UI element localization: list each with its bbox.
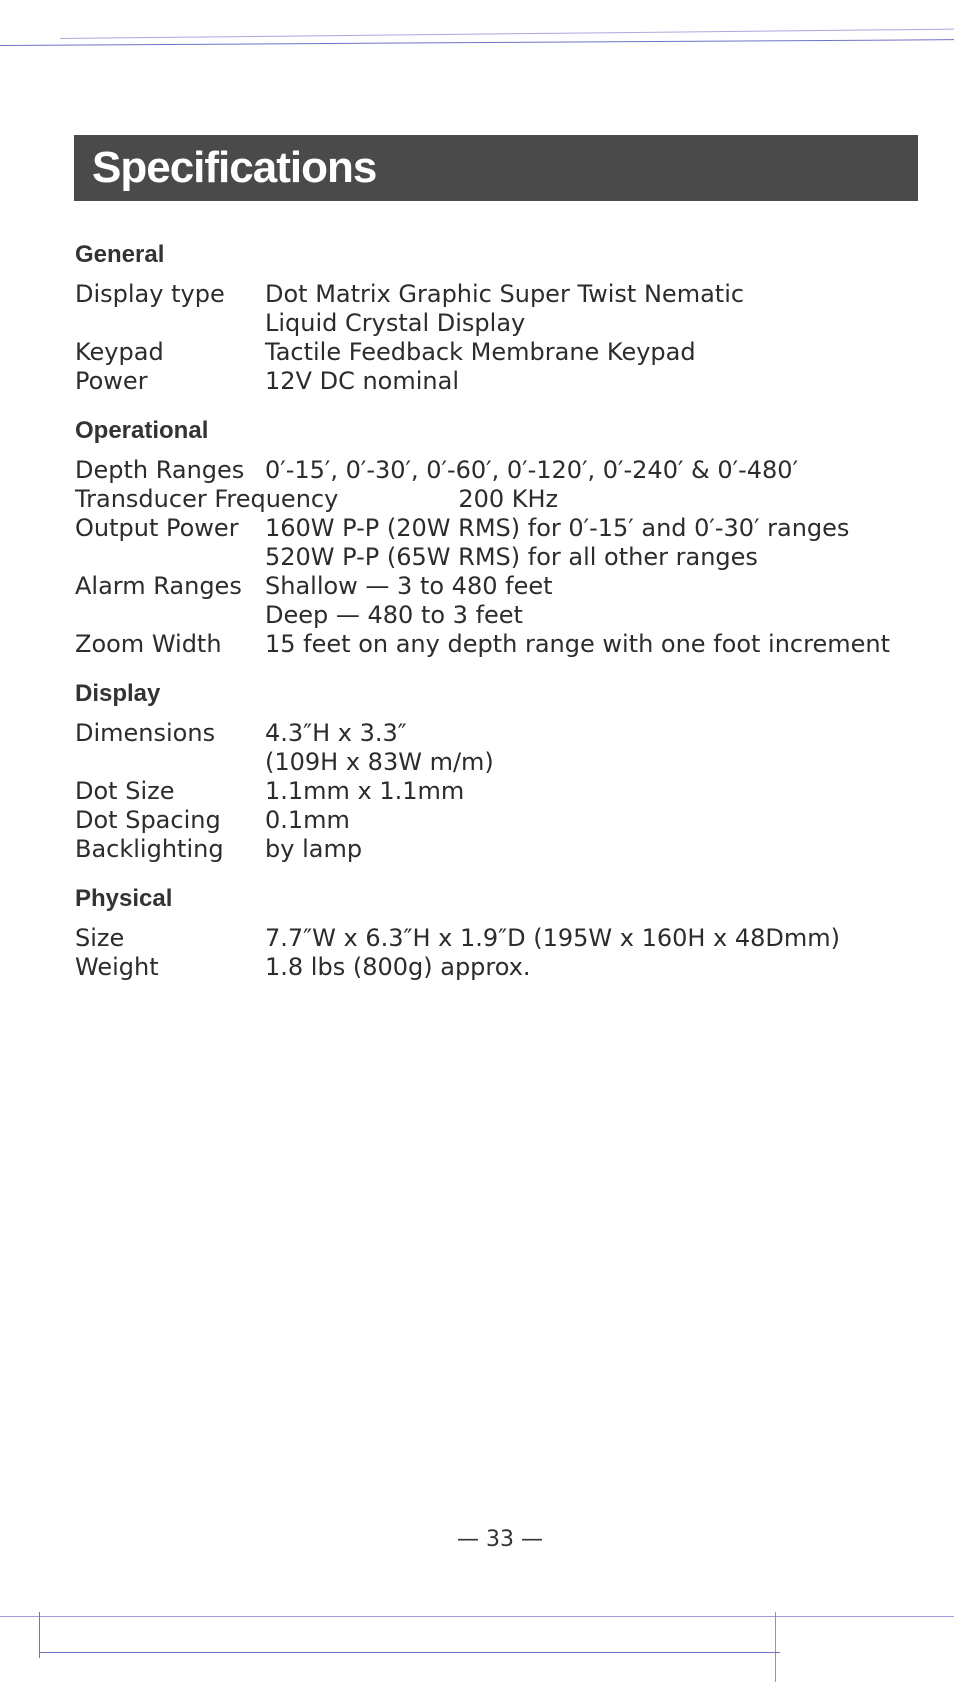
top-edge-rule	[0, 39, 954, 46]
spec-row-weight	[75, 953, 935, 982]
spec-value-line: Dot Matrix Graphic Super Twist Nematic	[265, 280, 745, 308]
section-heading: General	[75, 241, 165, 268]
spec-label: Weight	[75, 953, 159, 981]
spec-value-line: 0.1mm	[265, 806, 350, 834]
spec-value	[265, 806, 935, 835]
spec-value-line: 160W P-P (20W RMS) for 0′-15′ and 0′-30′ ranges	[265, 514, 850, 542]
spec-label: Dot Size	[75, 777, 175, 805]
spec-value-line: 7.7″W x 6.3″H x 1.9″D (195W x 160H x 48Dmm)	[265, 924, 841, 952]
title-bar	[74, 135, 918, 201]
spec-value	[265, 456, 935, 485]
spec-label: Keypad	[75, 338, 164, 366]
spec-value-line: Liquid Crystal Display	[265, 309, 526, 337]
spec-value-line: 15 feet on any depth range with one foot increment	[265, 630, 890, 658]
spec-row-transducer-frequency	[75, 485, 935, 514]
spec-value-line: Shallow — 3 to 480 feet	[265, 572, 553, 600]
page-number: — 33 —	[457, 1527, 543, 1552]
spec-value-line: 0′-15′, 0′-30′, 0′-60′, 0′-120′, 0′-240′ & 0′-480′	[265, 456, 799, 484]
spec-row-zoom-width	[75, 630, 935, 659]
spec-label: Output Power	[75, 514, 239, 542]
spec-row-keypad	[75, 338, 935, 367]
spec-row-power	[75, 367, 935, 396]
spec-label: Display type	[75, 280, 225, 308]
bottom-left-tick	[39, 1612, 40, 1658]
spec-value	[265, 953, 935, 982]
section-operational	[75, 416, 935, 659]
spec-value	[265, 280, 935, 338]
spec-label: Power	[75, 367, 148, 395]
spec-value-line: 1.1mm x 1.1mm	[265, 777, 465, 805]
section-heading: Operational	[75, 417, 209, 444]
spec-value-line: 520W P-P (65W RMS) for all other ranges	[265, 543, 758, 571]
spec-value	[265, 367, 935, 396]
spec-value	[265, 924, 935, 953]
spec-value-line: 4.3″H x 3.3″	[265, 719, 407, 747]
spec-value	[265, 338, 935, 367]
section-heading: Physical	[75, 885, 173, 912]
spec-value-line: 200 KHz	[458, 485, 559, 513]
spec-label: Zoom Width	[75, 630, 222, 658]
spec-row-depth-ranges	[75, 456, 935, 485]
spec-label: Alarm Ranges	[75, 572, 242, 600]
section-general	[75, 240, 935, 396]
spec-value	[265, 719, 935, 777]
spec-row-dot-spacing	[75, 806, 935, 835]
spec-value-line: 12V DC nominal	[265, 367, 459, 395]
spec-row-backlighting	[75, 835, 935, 864]
spec-label: Backlighting	[75, 835, 224, 863]
spec-value	[458, 485, 935, 514]
spec-label: Size	[75, 924, 125, 952]
spec-row-alarm-ranges	[75, 572, 935, 630]
spec-label: Dimensions	[75, 719, 216, 747]
spec-value-line: 1.8 lbs (800g) approx.	[265, 953, 531, 981]
spec-value	[265, 514, 935, 572]
spec-value-line: (109H x 83W m/m)	[265, 748, 494, 776]
spec-label: Transducer Frequency	[75, 485, 339, 513]
bottom-right-tick	[775, 1612, 776, 1682]
spec-value-line: Deep — 480 to 3 feet	[265, 601, 523, 629]
spec-row-dot-size	[75, 777, 935, 806]
spec-content	[75, 240, 935, 1002]
spec-label: Depth Ranges	[75, 456, 245, 484]
spec-row-display-type	[75, 280, 935, 338]
spec-value	[265, 572, 935, 630]
spec-value	[265, 835, 935, 864]
spec-value	[265, 777, 935, 806]
bottom-edge-rule-secondary	[40, 1652, 780, 1653]
section-heading: Display	[75, 680, 161, 707]
spec-value	[265, 630, 935, 659]
spec-value-line: Tactile Feedback Membrane Keypad	[265, 338, 696, 366]
spec-row-output-power	[75, 514, 935, 572]
spec-row-size	[75, 924, 935, 953]
section-physical	[75, 884, 935, 982]
bottom-edge-rule	[0, 1616, 954, 1617]
page-title: Specifications	[92, 143, 377, 192]
spec-label: Dot Spacing	[75, 806, 221, 834]
spec-value-line: by lamp	[265, 835, 363, 863]
spec-row-dimensions	[75, 719, 935, 777]
top-edge-rule-secondary	[60, 29, 954, 39]
section-display	[75, 679, 935, 864]
